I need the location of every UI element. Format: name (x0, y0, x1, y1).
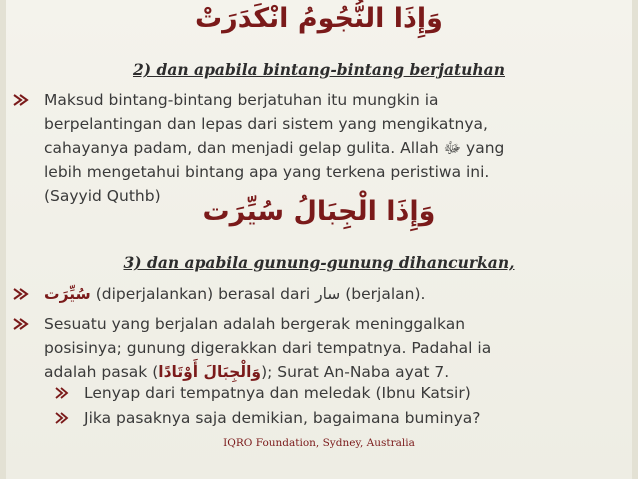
bullet-1-line: cahayanya padam, dan menjadi gelap gulita. Allah ﷻ yang (44, 139, 505, 157)
arabic-word: سُيِّرَت (44, 285, 91, 303)
bullet-2-text (44, 282, 624, 306)
verse-2-arabic: وَإِذَا الْجِبَالُ سُيِّرَت (202, 196, 436, 227)
sub-bullet-icon (54, 386, 78, 406)
bullet-3-line-3-start: adalah pasak ( (44, 363, 159, 381)
bullet-3-line: Sesuatu yang berjalan adalah bergerak meninggalkan (44, 315, 466, 333)
sub-bullet-icon (54, 411, 78, 431)
decorative-bullet-icon (12, 92, 38, 112)
bullet-3-line-3-end: ); Surat An-Naba ayat 7. (261, 363, 450, 381)
bullet-3-line: posisinya; gunung digerakkan dari tempatnya. Padahal ia (44, 339, 492, 357)
arabic-quote: وَالْجِبَالَ أَوْتَادًا (158, 363, 262, 381)
subtitle-2: 3) dan apabila gunung-gunung dihancurkan, (123, 253, 515, 272)
arabic-root: سار (315, 285, 341, 303)
decorative-bullet-icon (12, 316, 38, 336)
bullet-1-line: lebih mengetahui bintang apa yang terkena peristiwa ini. (44, 163, 490, 181)
footer: IQRO Foundation, Sydney, Australia (223, 437, 415, 449)
bullet-1-text (44, 88, 624, 208)
sub-bullet-1: Lenyap dari tempatnya dan meledak (Ibnu Katsir) (84, 384, 471, 402)
bullet-2-end: (berjalan). (340, 285, 426, 303)
bullet-2-middle: (diperjalankan) berasal dari (90, 285, 316, 303)
subtitle-1: 2) dan apabila bintang-bintang berjatuhan (132, 60, 505, 79)
bullet-1-line: berpelantingan dan lepas dari sistem yang mengikatnya, (44, 115, 488, 133)
sub-bullet-2: Jika pasaknya saja demikian, bagaimana buminya? (84, 409, 481, 427)
bullet-1-line: (Sayyid Quthb) (44, 187, 161, 205)
bullet-1-line: Maksud bintang-bintang berjatuhan itu mungkin ia (44, 91, 439, 109)
decorative-bullet-icon (12, 286, 38, 306)
bullet-3-text (44, 312, 624, 384)
verse-1-arabic: وَإِذَا النُّجُومُ انْكَدَرَتْ (195, 3, 443, 34)
